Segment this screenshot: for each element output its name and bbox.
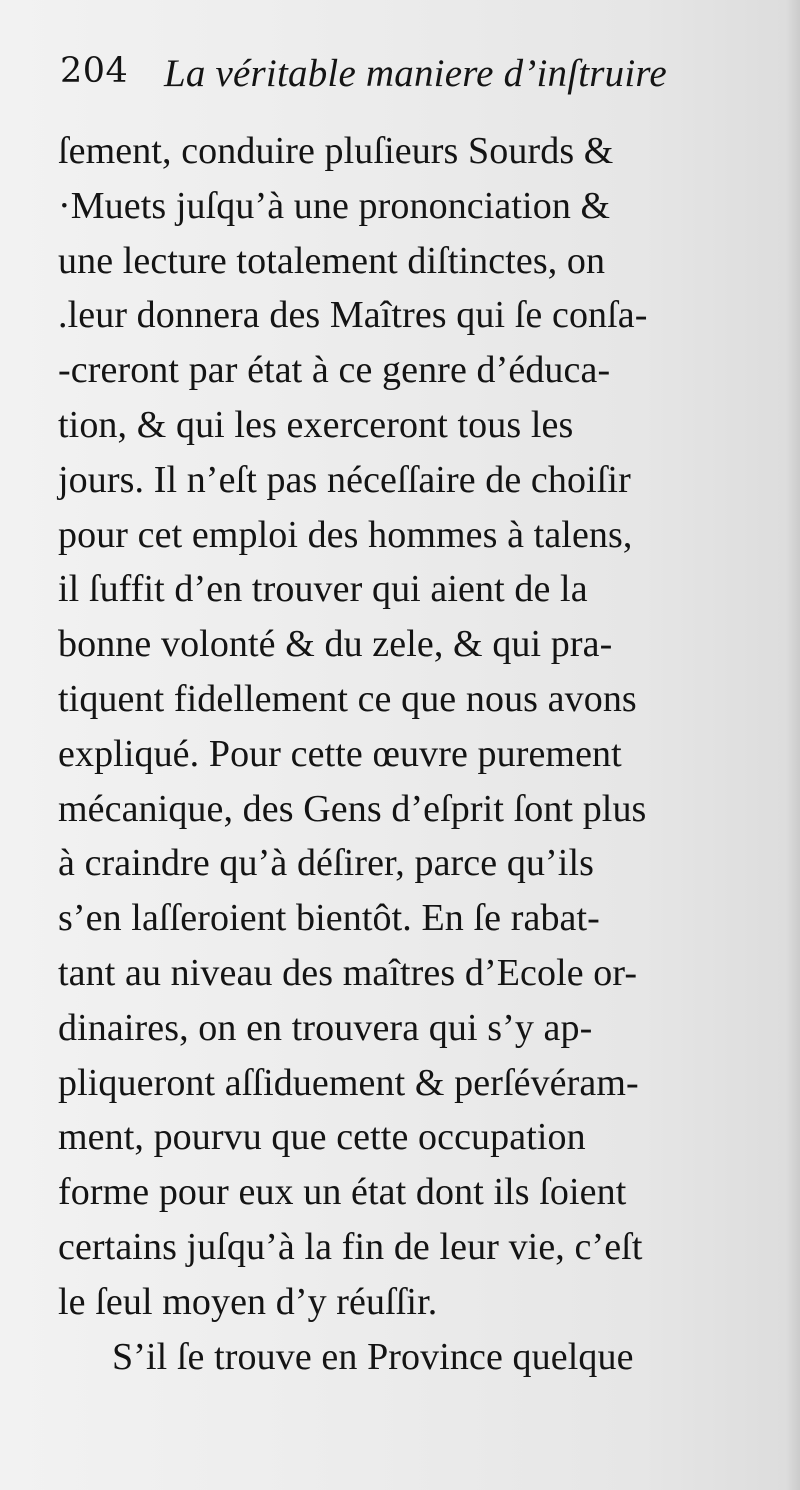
text-line: S’il ſe trouve en Province quelque (112, 1335, 634, 1378)
text-line: pliqueront aſſiduement & perſévéram- (58, 1061, 639, 1104)
text-line: pour cet emploi des hommes à talens, (58, 513, 633, 556)
text-line: il ſuffit d’en trouver qui aient de la (58, 568, 588, 611)
running-head: La véritable maniere d’inſtruire (164, 52, 667, 95)
text-line: mécanique, des Gens d’eſprit ſont plus (58, 787, 647, 830)
text-line: ment, pourvu que cette occupation (58, 1116, 586, 1159)
text-line: une lecture totalement diſtinctes, on (58, 239, 606, 282)
text-line: expliqué. Pour cette œuvre purement (58, 732, 622, 775)
page-text (58, 124, 748, 1388)
text-line: ·Muets juſqu’à une prononciation & (58, 184, 611, 227)
text-line: le ſeul moyen d’y réuſſir. (58, 1280, 438, 1323)
text-line: tiquent fidellement ce que nous avons (58, 677, 637, 720)
text-line: jours. Il n’eſt pas néceſſaire de choiſir (58, 458, 631, 501)
page-number: 204 (60, 51, 129, 91)
page-header (60, 46, 750, 108)
text-line: s’en laſſeroient bientôt. En ſe rabat- (58, 897, 600, 940)
text-line: ſement, conduire pluſieurs Sourds & (58, 130, 614, 172)
text-line: bonne volonté & du zele, & qui pra- (58, 623, 613, 666)
text-line: certains juſqu’à la fin de leur vie, c’eſt (58, 1225, 643, 1268)
text-line: tant au niveau des maîtres d’Ecole or- (58, 951, 638, 994)
text-line: à craindre qu’à déſirer, parce qu’ils (58, 842, 594, 885)
text-line: tion, & qui les exerceront tous les (58, 403, 574, 446)
text-line: forme pour eux un état dont ils ſoient (58, 1171, 627, 1214)
text-line: .leur donnera des Maîtres qui ſe conſa- (58, 294, 648, 337)
text-line: dinaires, on en trouvera qui s’y ap- (58, 1006, 593, 1049)
text-line: -creront par état à ce genre d’éduca- (58, 349, 611, 392)
